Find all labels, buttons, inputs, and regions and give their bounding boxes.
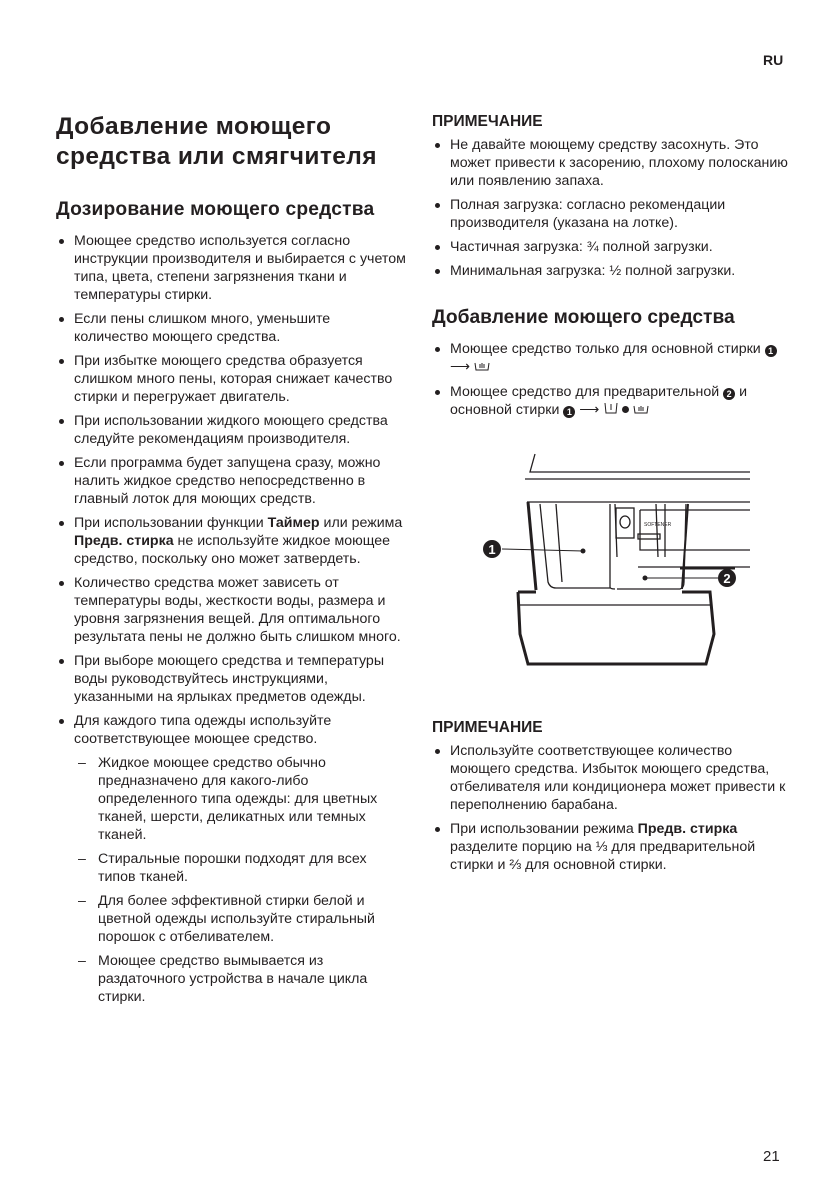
list-item: При избытке моющего средства образуется слишком много пены, которая снижает качество стирки и перегружает двигатель. <box>56 352 406 406</box>
adding-list <box>432 340 792 420</box>
main-wash-tray-icon <box>474 359 490 377</box>
sub-list <box>74 754 406 1006</box>
title-line-1: Добавление моющего <box>56 113 332 140</box>
callout-1-label: 1 <box>488 542 496 557</box>
sub-list-item: – Стиральные порошки подходят для всех типов тканей. <box>74 850 406 886</box>
main-wash-tray-icon <box>633 402 649 420</box>
list-item-with-sublist <box>56 712 406 1006</box>
sub-list-item: – Для более эффективной стирки белой и цветной одежды используйте стиральный порошок с отбеливателем. <box>74 892 406 946</box>
list-item: Минимальная загрузка: ½ полной загрузки. <box>432 262 792 280</box>
bold-term-prewash: Предв. стирка <box>74 533 174 549</box>
text: разделите порцию на ⅓ для предварительной стирки и ⅔ для основной стирки. <box>450 839 756 873</box>
text: не используйте жидкое моющее средство, поскольку оно может затвердеть. <box>74 533 391 567</box>
dosing-list <box>56 232 406 1006</box>
text: Моющее средство только для основной стирки <box>450 341 761 357</box>
page-title <box>56 112 406 172</box>
list-item: Используйте соответствующее количество моющего средства. Избыток моющего средства, отбеливателя или кондиционера может привести к переполнению барабана. <box>432 742 792 814</box>
text: и <box>739 384 748 400</box>
bold-term-prewash: Предв. стирка <box>637 821 738 837</box>
list-item: Частичная загрузка: ¾ полной загрузки. <box>432 238 792 256</box>
language-code: RU <box>763 52 784 68</box>
arrow-icon: ⟶ <box>579 402 600 418</box>
left-column <box>56 112 406 1012</box>
note-list <box>432 136 792 280</box>
section-title-adding: Добавление моющего средства <box>432 307 735 328</box>
text: или режима <box>319 515 403 531</box>
text: При использовании режима <box>450 821 638 837</box>
text: основной стирки <box>450 402 560 418</box>
right-column <box>432 112 792 692</box>
sub-list-item: – Моющее средство вымывается из раздаточного устройства в начале цикла стирки. <box>74 952 406 1006</box>
note-2 <box>432 718 792 880</box>
list-item: При выборе моющего средства и температуры воды руководствуйтесь инструкциями, указанными на ярлыках предметов одежды. <box>56 652 406 706</box>
bold-term-timer: Таймер <box>267 515 320 531</box>
list-item: Если программа будет запущена сразу, можно налить жидкое средство непосредственно в главный лоток для моющих средств. <box>56 454 406 508</box>
softener-label: SOFTENER <box>644 522 672 528</box>
callout-2-label: 2 <box>723 571 731 586</box>
detergent-drawer-illustration <box>470 442 770 692</box>
list-item-main-wash <box>432 340 792 377</box>
list-item-timer <box>56 514 406 568</box>
list-item-pre-and-main-wash <box>432 383 792 420</box>
marker-2-icon: 2 <box>723 388 735 400</box>
arrow-icon: ⟶ <box>450 359 471 375</box>
list-item-prewash-portion <box>432 820 792 874</box>
marker-1-icon: 1 <box>563 406 575 418</box>
text: Моющее средство для предварительной <box>450 384 720 400</box>
drawer-drawing <box>470 442 770 692</box>
list-item: Количество средства может зависеть от температуры воды, жесткости воды, размера и уровня загрязнения вещей. Для оптимального результата пены не должно быть слишком много. <box>56 574 406 646</box>
sub-list-item: – Жидкое моющее средство обычно предназначено для какого-либо определенного типа одежды: для цветных тканей, шерсти, деликатных или темных тканей. <box>74 754 406 844</box>
text: При использовании функции <box>74 515 268 531</box>
section-title-dosing: Дозирование моющего средства <box>56 199 375 220</box>
prewash-tray-icon <box>604 402 618 420</box>
list-item: Если пены слишком много, уменьшите количество моющего средства. <box>56 310 406 346</box>
list-item: Не давайте моющему средству засохнуть. Это может привести к засорению, плохому полосканию или появлению запаха. <box>432 136 792 190</box>
title-line-2: средства или смягчителя <box>56 143 377 170</box>
page-number: 21 <box>763 1148 780 1165</box>
list-item: Полная загрузка: согласно рекомендации производителя (указана на лотке). <box>432 196 792 232</box>
list-item: При использовании жидкого моющего средства следуйте рекомендациям производителя. <box>56 412 406 448</box>
marker-1-icon: 1 <box>765 345 777 357</box>
bullet-dot-icon <box>622 406 629 413</box>
note-heading: ПРИМЕЧАНИЕ <box>432 719 543 736</box>
list-item: Моющее средство используется согласно инструкции производителя и выбирается с учетом типа, цвета, степени загрязнения ткани и температуры стирки. <box>56 232 406 304</box>
note-list <box>432 742 792 874</box>
text: Для каждого типа одежды используйте соответствующее моющее средство. <box>74 713 332 747</box>
note-heading: ПРИМЕЧАНИЕ <box>432 113 543 130</box>
